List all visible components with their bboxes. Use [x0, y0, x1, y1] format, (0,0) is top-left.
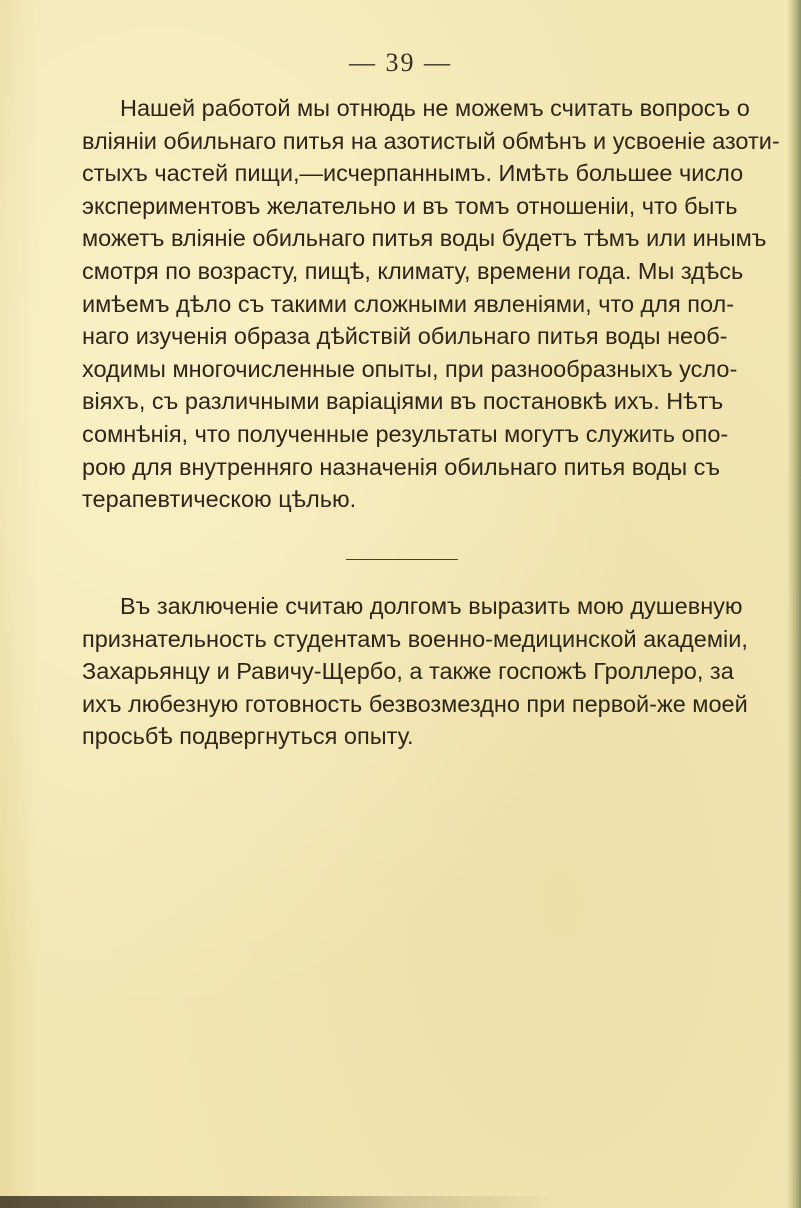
- text-line: сомнѣнія, что полученные результаты могутъ служить опо-: [82, 420, 729, 447]
- text-line: Въ заключеніе считаю долгомъ выразить мою душевную: [120, 593, 743, 619]
- text-line: вліяніи обильнаго питья на азотистый обмѣнъ и усвоеніе азоти-: [82, 127, 780, 154]
- section-divider: [346, 559, 458, 560]
- text-line: смотря по возрасту, пищѣ, климату, времени года. Мы здѣсь: [82, 257, 744, 284]
- text-line: стыхъ частей пищи,—исчерпаннымъ. Имѣть большее число: [82, 160, 744, 187]
- text-line: признательность студентамъ военно-медицинской академіи,: [82, 625, 748, 652]
- page-bottom-edge: [0, 1196, 801, 1208]
- text-line: имѣемъ дѣло съ такими сложными явленіями, что для пол-: [82, 290, 735, 317]
- text-line: просьбѣ подвергнуться опыту.: [82, 723, 414, 750]
- text-line: Нашей работой мы отнюдь не можемъ считать вопросъ о: [120, 95, 750, 121]
- text-line: экспериментовъ желательно и въ томъ отношеніи, что быть: [82, 192, 738, 219]
- paragraph-main: [82, 92, 780, 516]
- text-line: терапевтическою цѣлью.: [82, 486, 357, 513]
- text-line: віяхъ, съ различными варіаціями въ постановкѣ ихъ. Нѣтъ: [82, 388, 724, 415]
- text-line: ходимы многочисленные опыты, при разнообразныхъ усло-: [82, 355, 738, 382]
- text-line: можетъ вліяніе обильнаго питья воды будетъ тѣмъ или инымъ: [82, 225, 767, 252]
- text-line: ихъ любезную готовность безвозмездно при первой-же моей: [82, 690, 748, 717]
- paragraph-acknowledgement: [82, 590, 748, 753]
- page-number: — 39 —: [349, 48, 452, 77]
- text-line: Захарьянцу и Равичу-Щербо, а также госпожѣ Гроллеро, за: [82, 658, 734, 685]
- text-line: наго изученія образа дѣйствій обильнаго питья воды необ-: [82, 323, 728, 350]
- text-line: рою для внутренняго назначенія обильнаго питья воды съ: [82, 453, 721, 480]
- page-edge-shadow: [787, 0, 801, 1208]
